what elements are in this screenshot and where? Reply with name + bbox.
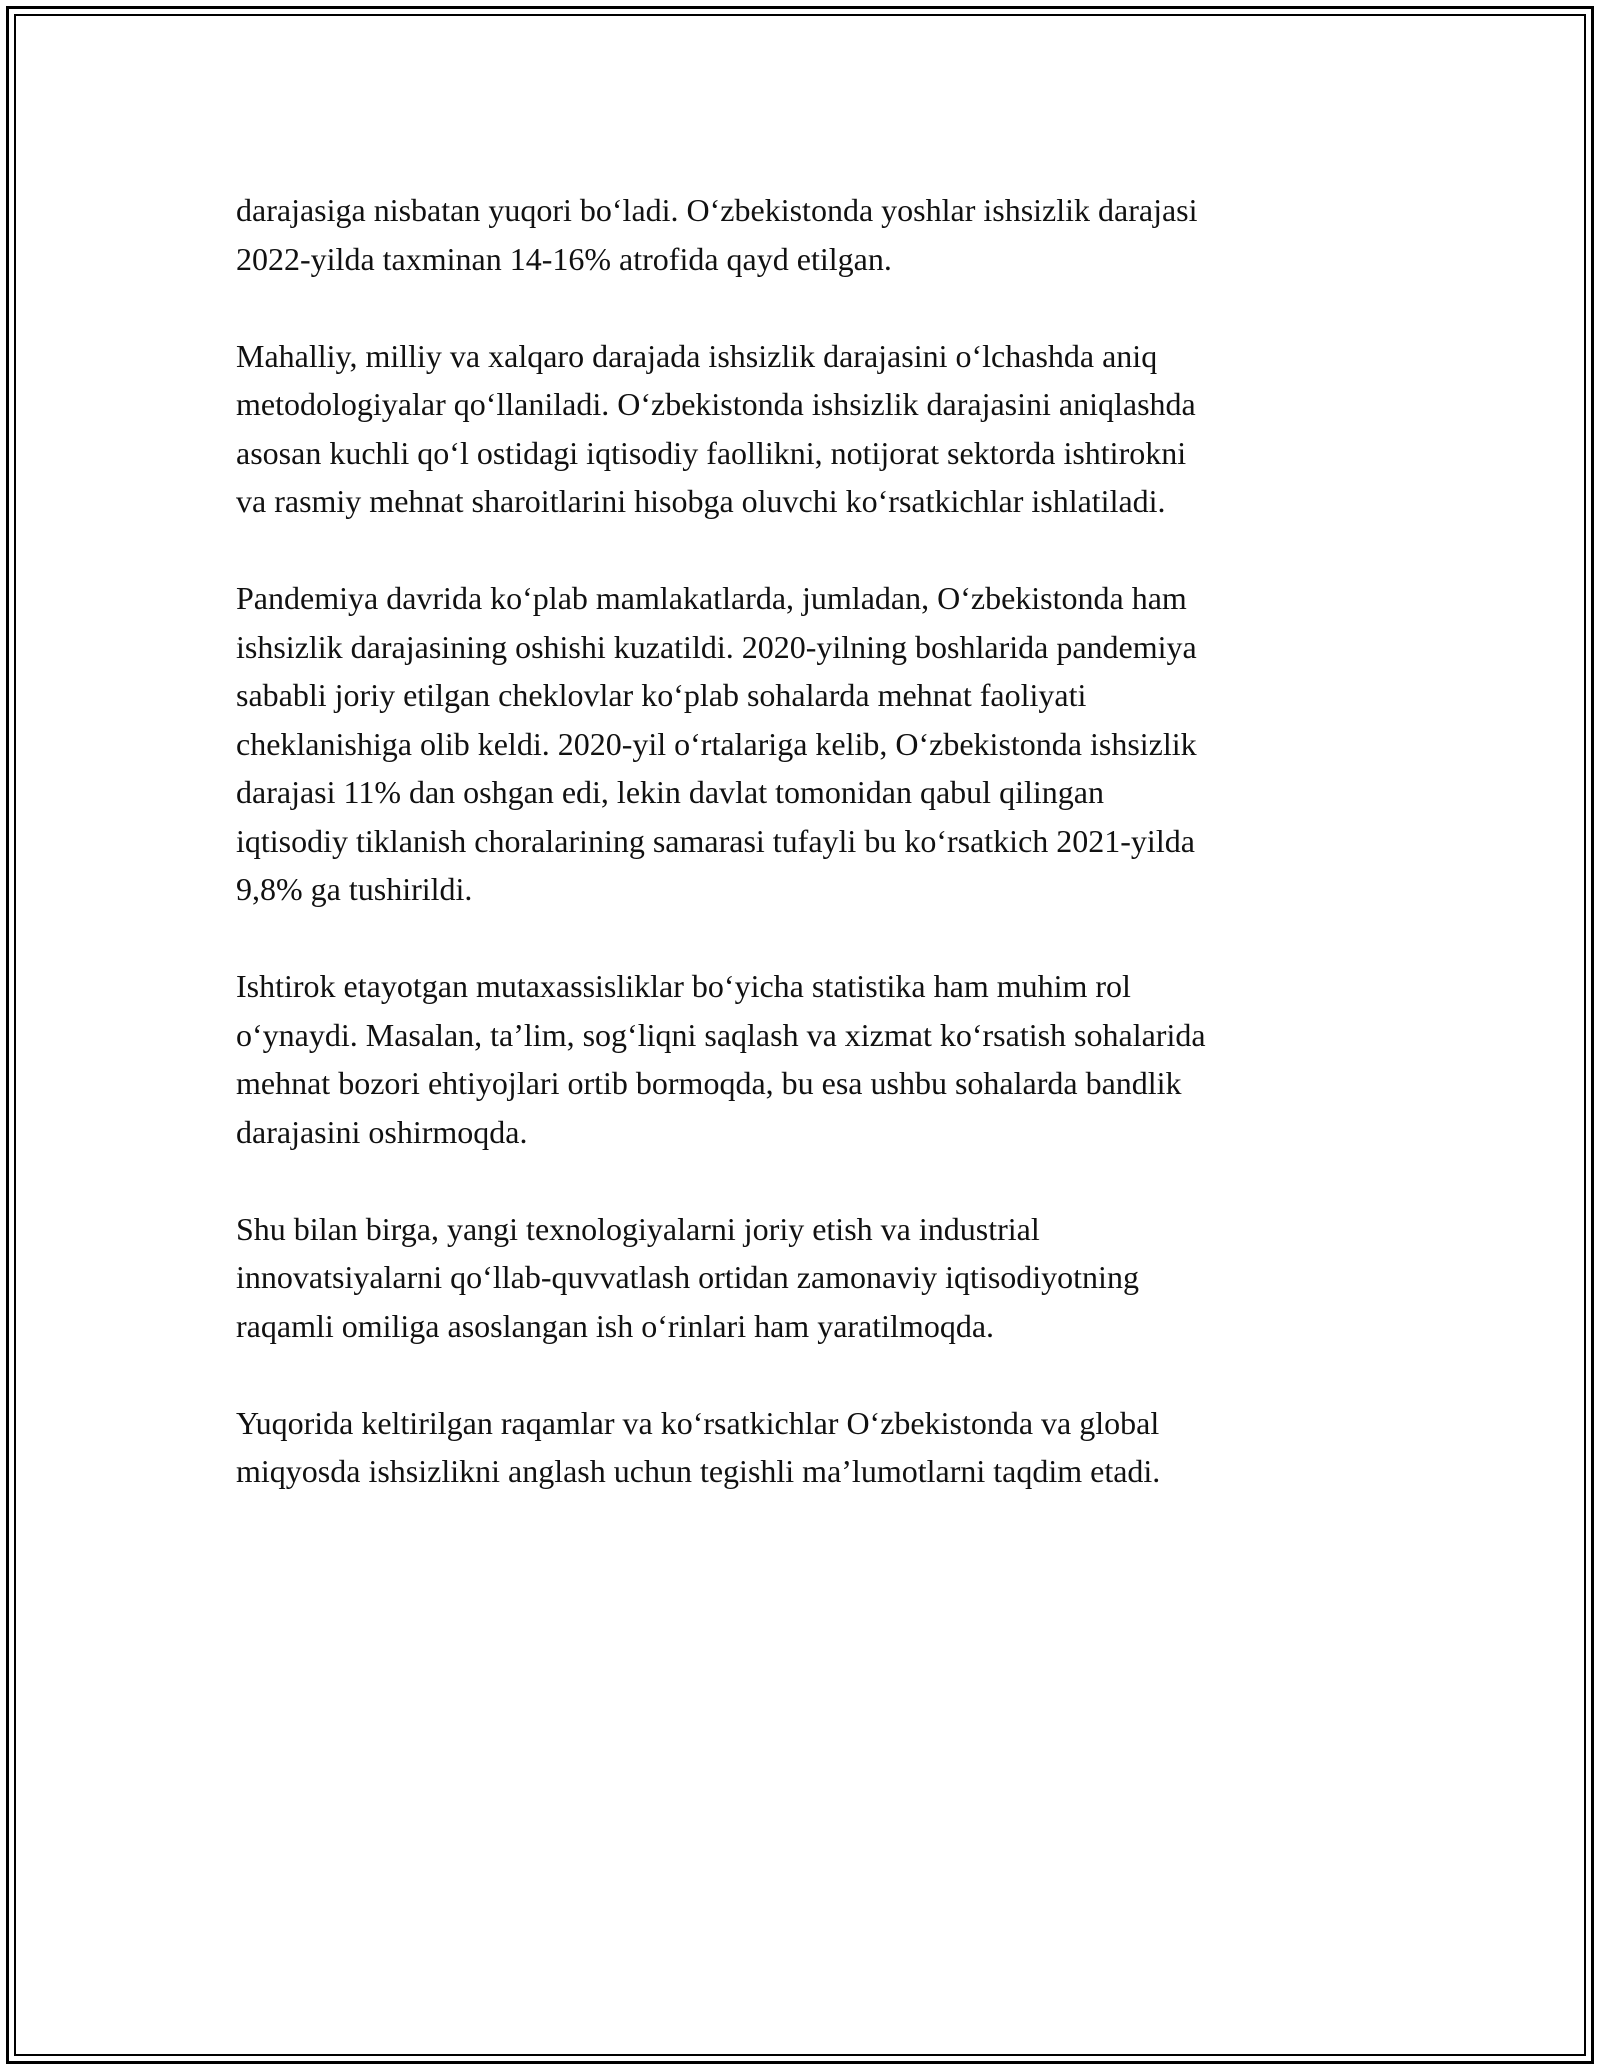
paragraph-youth-unemployment: darajasiga nisbatan yuqori bo‘ladi. O‘zbekistonda yoshlar ishsizlik darajasi 2022-yilda taxminan 14-16% atrofida qayd etilgan. [236, 192, 1198, 277]
paragraph-methodology: Mahalliy, milliy va xalqaro darajada ishsizlik darajasini o‘lchashda aniq metodologiyalar qo‘llaniladi. O‘zbekistonda ishsizlik darajasini aniqlashda asosan kuchli qo‘l ostidagi iqtisodiy faollikni, notijorat sektorda ishtirokni va rasmiy mehnat sharoitlarini hisobga oluvchi ko‘rsatkichlar ishlatiladi. [236, 337, 1196, 519]
paragraph-specialties: Ishtirok etayotgan mutaxassisliklar bo‘yicha statistika ham muhim rol o‘ynaydi. Masalan, ta’lim, sog‘liqni saqlash va xizmat ko‘rsatish sohalarida mehnat bozori ehtiyojlari ortib bormoqda, bu esa ushbu sohalarda bandlik darajasini oshirmoqda. [236, 968, 1206, 1150]
paragraph-pandemic: Pandemiya davrida ko‘plab mamlakatlarda, jumladan, O‘zbekistonda ham ishsizlik darajasining oshishi kuzatildi. 2020-yilning boshlarida pandemiya sababli joriy etilgan cheklovlar ko‘plab sohalarda mehnat faoliyati cheklanishiga olib keldi. 2020-yil o‘rtalariga kelib, O‘zbekistonda ishsizlik darajasi 11% dan oshgan edi, lekin davlat tomonidan qabul qilingan iqtisodiy tiklanish choralarining samarasi tufayli bu ko‘rsatkich 2021-yilda 9,8% ga tushirildi. [236, 580, 1197, 907]
document-body [236, 186, 1376, 1544]
paragraph-conclusion: Yuqorida keltirilgan raqamlar va ko‘rsatkichlar O‘zbekistonda va global miqyosda ishsizlikni anglash uchun tegishli ma’lumotlarni taqdim etadi. [236, 1404, 1161, 1489]
paragraph-technology: Shu bilan birga, yangi texnologiyalarni joriy etish va industrial innovatsiyalarni qo‘llab-quvvatlash ortidan zamonaviy iqtisodiyotning raqamli omiliga asoslangan ish o‘rinlari ham yaratilmoqda. [236, 1210, 1139, 1344]
